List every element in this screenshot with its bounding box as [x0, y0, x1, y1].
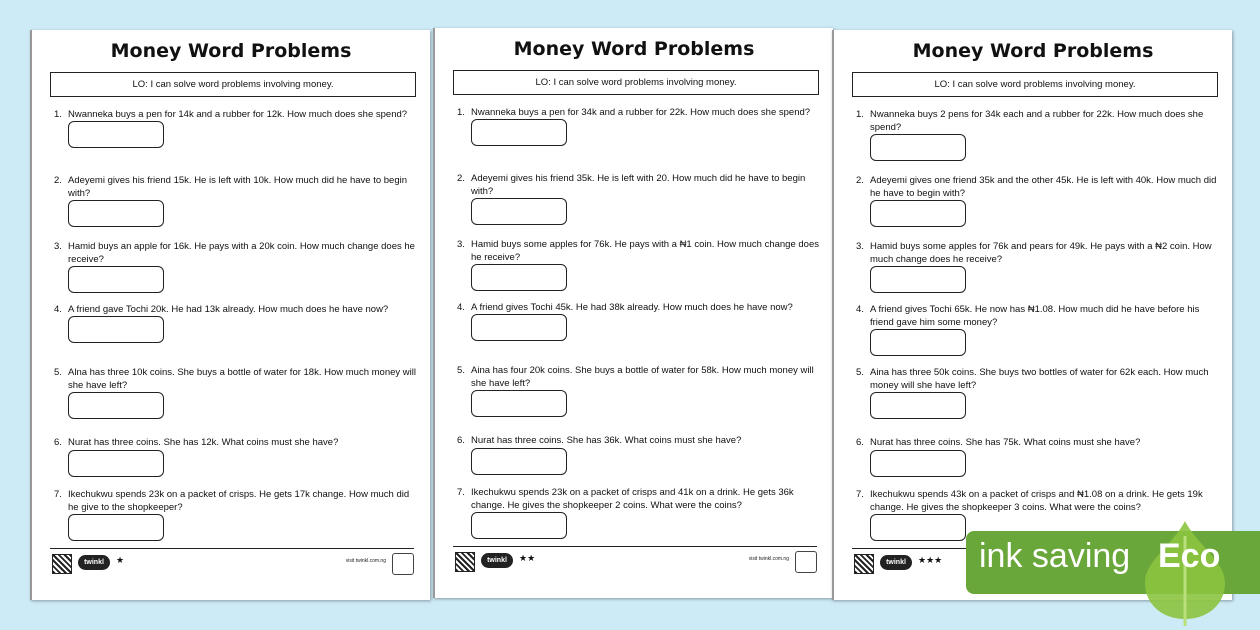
question-number: 6.	[856, 437, 864, 448]
answer-box[interactable]	[870, 450, 966, 477]
answer-box[interactable]	[870, 392, 966, 419]
question-number: 6.	[54, 437, 62, 448]
question-number: 5.	[54, 367, 62, 378]
difficulty-stars: ★★	[519, 553, 536, 563]
question-text: A friend gives Tochi 65k. He now has ₦1.08. How much did he have before his friend gave him some money?	[870, 304, 1200, 328]
question-number: 7.	[856, 489, 864, 500]
worksheet-page[interactable]	[433, 28, 833, 598]
quality-badge-icon	[795, 551, 817, 573]
difficulty-stars: ★	[116, 555, 125, 565]
question-text: A friend gave Tochi 20k. He had 13k already. How much does he have now?	[68, 304, 389, 315]
question-text: Nwanneka buys 2 pens for 34k each and a rubber for 22k. How much does she spend?	[870, 109, 1204, 133]
eco-label: Eco	[1158, 537, 1221, 575]
question-number: 2.	[856, 175, 864, 186]
question-item	[50, 303, 422, 343]
ink-saving-text: ink saving	[979, 537, 1131, 575]
question-item	[453, 364, 825, 417]
question-number: 6.	[457, 435, 465, 446]
question-number: 5.	[457, 365, 465, 376]
learning-objective: LO: I can solve word problems involving money.	[852, 72, 1218, 97]
question-text: Ikechukwu spends 23k on a packet of crisps. He gets 17k change. How much did he give to the shopkeeper?	[68, 489, 410, 513]
question-item	[852, 174, 1224, 227]
question-item	[50, 174, 422, 227]
question-number: 3.	[54, 241, 62, 252]
question-item	[453, 301, 825, 341]
question-number: 7.	[457, 487, 465, 498]
qr-code-icon	[455, 552, 475, 572]
question-text: Alna has three 10k coins. She buys a bottle of water for 18k. How much money will she have left?	[68, 367, 416, 391]
question-item	[50, 366, 422, 419]
learning-objective: LO: I can solve word problems involving money.	[50, 72, 416, 97]
qr-code-icon	[854, 554, 874, 574]
question-number: 3.	[457, 239, 465, 250]
answer-box[interactable]	[471, 198, 567, 225]
question-item	[50, 436, 422, 477]
difficulty-stars: ★★★	[918, 555, 943, 565]
answer-box[interactable]	[471, 390, 567, 417]
footer-url: visit twinkl.com.ng	[748, 556, 789, 562]
question-text: Hamid buys an apple for 16k. He pays with a 20k coin. How much change does he receive?	[68, 241, 415, 265]
question-number: 2.	[457, 173, 465, 184]
question-item	[852, 108, 1224, 161]
answer-box[interactable]	[68, 316, 164, 343]
question-number: 4.	[457, 302, 465, 313]
answer-box[interactable]	[471, 448, 567, 475]
question-text: Nwanneka buys a pen for 14k and a rubber for 12k. How much does she spend?	[68, 109, 408, 120]
answer-box[interactable]	[870, 134, 966, 161]
question-number: 1.	[457, 107, 465, 118]
question-text: A friend gives Tochi 45k. He had 38k already. How much does he have now?	[471, 302, 793, 313]
answer-box[interactable]	[68, 392, 164, 419]
learning-objective: LO: I can solve word problems involving money.	[453, 70, 819, 95]
answer-box[interactable]	[870, 329, 966, 356]
question-text: Adeyemi gives his friend 15k. He is left with 10k. How much did he have to begin with?	[68, 175, 408, 199]
answer-box[interactable]	[68, 266, 164, 293]
question-item	[50, 240, 422, 293]
question-number: 3.	[856, 241, 864, 252]
answer-box[interactable]	[870, 266, 966, 293]
answer-box[interactable]	[471, 512, 567, 539]
question-text: Aina has four 20k coins. She buys a bottle of water for 58k. How much money will she have left?	[471, 365, 814, 389]
answer-box[interactable]	[471, 119, 567, 146]
question-item	[852, 366, 1224, 419]
worksheet-title: Money Word Problems	[110, 40, 352, 62]
question-item	[852, 303, 1224, 356]
question-text: Aina has three 50k coins. She buys two bottles of water for 62k each. How much money will she have left?	[870, 367, 1209, 391]
worksheet-title: Money Word Problems	[513, 38, 755, 60]
question-text: Adeyemi gives one friend 35k and the other 45k. He is left with 40k. How much did he have to begin with?	[870, 175, 1217, 199]
question-item	[852, 240, 1224, 293]
answer-box[interactable]	[471, 314, 567, 341]
question-item	[453, 434, 825, 475]
answer-box[interactable]	[870, 200, 966, 227]
question-item	[453, 238, 825, 291]
question-item	[50, 488, 422, 541]
question-number: 5.	[856, 367, 864, 378]
question-item	[453, 486, 825, 539]
question-text: Ikechukwu spends 43k on a packet of crisps and ₦1.08 on a drink. He gets 19k change. He gives the shopkeeper 3 coins. What were the coins?	[870, 489, 1203, 513]
question-text: Adeyemi gives his friend 35k. He is left with 20. How much did he have to begin with?	[471, 173, 806, 197]
worksheet-page[interactable]	[832, 30, 1232, 600]
question-text: Hamid buys some apples for 76k. He pays with a ₦1 coin. How much change does he receive?	[471, 239, 819, 263]
answer-box[interactable]	[471, 264, 567, 291]
twinkl-logo: twinkl	[481, 553, 513, 568]
question-text: Nurat has three coins. She has 75k. What coins must she have?	[870, 437, 1141, 448]
question-number: 1.	[856, 109, 864, 120]
question-item	[453, 172, 825, 225]
qr-code-icon	[52, 554, 72, 574]
answer-box[interactable]	[870, 514, 966, 541]
question-number: 7.	[54, 489, 62, 500]
worksheet-title: Money Word Problems	[912, 40, 1154, 62]
question-number: 2.	[54, 175, 62, 186]
question-text: Nurat has three coins. She has 12k. What coins must she have?	[68, 437, 339, 448]
worksheet-footer	[50, 548, 414, 579]
answer-box[interactable]	[68, 121, 164, 148]
answer-box[interactable]	[68, 450, 164, 477]
question-text: Hamid buys some apples for 76k and pears for 49k. He pays with a ₦2 coin. How much change does he receive?	[870, 241, 1212, 265]
question-number: 4.	[54, 304, 62, 315]
question-item	[50, 108, 422, 148]
question-text: Nwanneka buys a pen for 34k and a rubber for 22k. How much does she spend?	[471, 107, 811, 118]
question-item	[453, 106, 825, 146]
answer-box[interactable]	[68, 514, 164, 541]
worksheet-page[interactable]	[30, 30, 430, 600]
footer-url: visit twinkl.com.ng	[345, 558, 386, 564]
question-text: Nurat has three coins. She has 36k. What coins must she have?	[471, 435, 742, 446]
quality-badge-icon	[392, 553, 414, 575]
question-item	[852, 436, 1224, 477]
question-text: Ikechukwu spends 23k on a packet of crisps and 41k on a drink. He gets 36k change. He gives the shopkeeper 2 coins. What were the coins?	[471, 487, 794, 511]
twinkl-logo: twinkl	[880, 555, 912, 570]
worksheet-footer	[453, 546, 817, 577]
twinkl-logo: twinkl	[78, 555, 110, 570]
question-number: 4.	[856, 304, 864, 315]
answer-box[interactable]	[68, 200, 164, 227]
question-number: 1.	[54, 109, 62, 120]
